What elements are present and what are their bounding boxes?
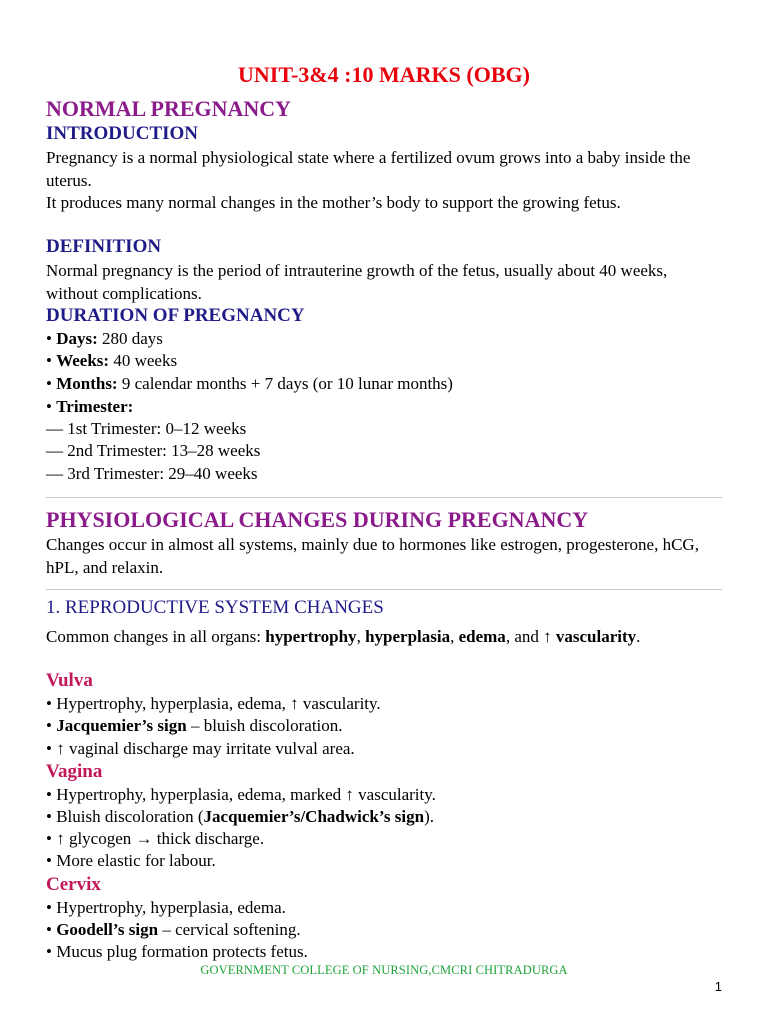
- physiological-intro: Changes occur in almost all systems, mainly due to hormones like estrogen, progesterone, hCG, hPL, and relaxin.: [46, 535, 699, 577]
- introduction-paragraph-2: It produces many normal changes in the mother’s body to support the growing fetus.: [46, 193, 621, 212]
- list-item: • Bluish discoloration (Jacquemier’s/Chadwick’s sign).: [46, 807, 434, 826]
- trimester-label: Trimester:: [56, 397, 134, 416]
- reproductive-common-changes: Common changes in all organs: hypertrophy, hyperplasia, edema, and ↑ vascularity.: [46, 627, 641, 646]
- weeks-label: Weeks:: [56, 351, 110, 370]
- weeks-value: 40 weeks: [109, 351, 178, 370]
- bullet: •: [46, 374, 57, 393]
- heading-duration: DURATION OF PREGNANCY: [46, 305, 305, 326]
- list-item: • Goodell’s sign – cervical softening.: [46, 920, 301, 939]
- list-item: • Mucus plug formation protects fetus.: [46, 942, 308, 961]
- heading-cervix: Cervix: [46, 874, 101, 895]
- bullet: •: [46, 351, 57, 370]
- page-number: 1: [714, 979, 722, 994]
- list-item: • ↑ vaginal discharge may irritate vulval area.: [46, 739, 355, 758]
- list-item: • Hypertrophy, hyperplasia, edema, marked ↑ vascularity.: [46, 785, 436, 804]
- list-item: • Hypertrophy, hyperplasia, edema, ↑ vascularity.: [46, 694, 381, 713]
- heading-introduction: INTRODUCTION: [46, 123, 199, 144]
- months-label: Months:: [56, 374, 118, 393]
- divider: [46, 497, 722, 498]
- introduction-paragraph-1: Pregnancy is a normal physiological state where a fertilized ovum grows into a baby inside the uterus.: [46, 148, 691, 190]
- heading-vulva: Vulva: [46, 670, 93, 691]
- bullet: •: [46, 397, 57, 416]
- months-value: 9 calendar months + 7 days (or 10 lunar months): [117, 374, 453, 393]
- section-heading-physiological-changes: PHYSIOLOGICAL CHANGES DURING PREGNANCY: [46, 507, 589, 532]
- list-item: • ↑ glycogen → thick discharge.: [46, 829, 265, 848]
- days-label: Days:: [56, 329, 98, 348]
- heading-definition: DEFINITION: [46, 236, 162, 257]
- list-item: • Jacquemier’s sign – bluish discoloration.: [46, 716, 343, 735]
- bullet: •: [46, 329, 57, 348]
- duration-weeks: [46, 350, 722, 373]
- list-item: • Hypertrophy, hyperplasia, edema.: [46, 898, 286, 917]
- duration-trimester: [46, 396, 722, 419]
- days-value: 280 days: [97, 329, 163, 348]
- trimester-1: — 1st Trimester: 0–12 weeks: [46, 419, 247, 438]
- duration-days: [46, 328, 722, 351]
- divider: [46, 589, 722, 590]
- list-item: • More elastic for labour.: [46, 851, 216, 870]
- page-footer: GOVERNMENT COLLEGE OF NURSING,CMCRI CHITRADURGA: [200, 963, 568, 977]
- section-heading-normal-pregnancy: NORMAL PREGNANCY: [46, 96, 292, 121]
- trimester-2: — 2nd Trimester: 13–28 weeks: [46, 441, 261, 460]
- duration-months: [46, 373, 722, 396]
- heading-vagina: Vagina: [46, 761, 103, 782]
- definition-paragraph: Normal pregnancy is the period of intrauterine growth of the fetus, usually about 40 weeks, without complications.: [46, 261, 668, 303]
- trimester-3: — 3rd Trimester: 29–40 weeks: [46, 464, 258, 483]
- page-title: UNIT-3&4 :10 MARKS (OBG): [238, 62, 530, 87]
- heading-reproductive-system: 1. REPRODUCTIVE SYSTEM CHANGES: [46, 597, 384, 618]
